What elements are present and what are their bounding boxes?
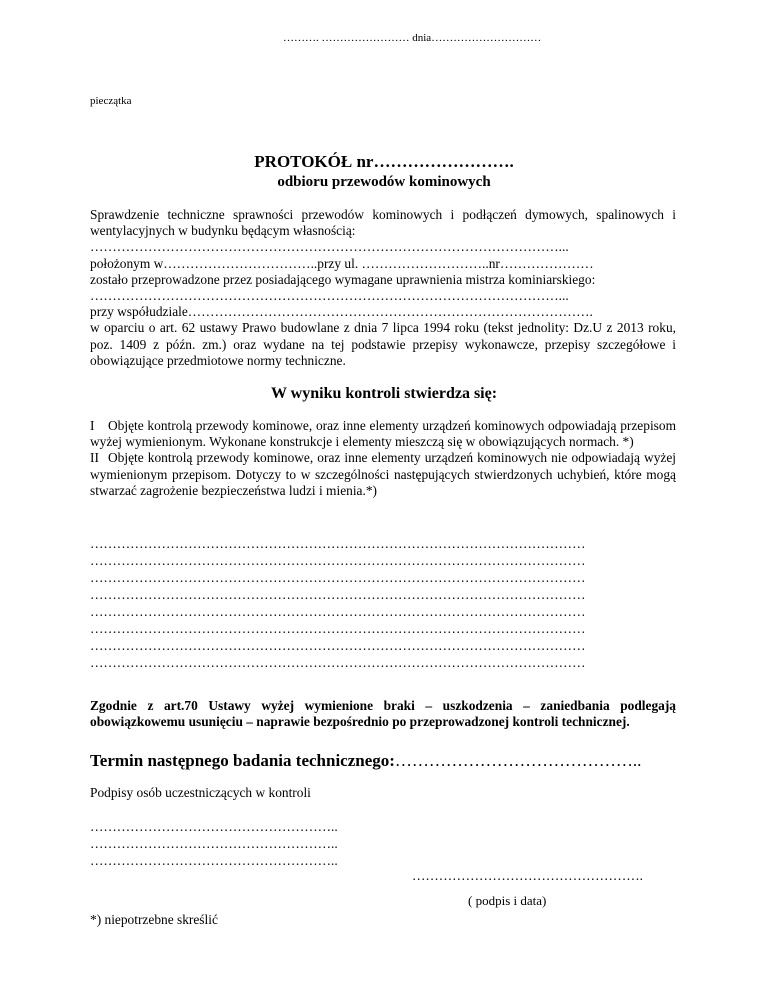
finding-item-2-number: II (90, 450, 99, 466)
signature-blank-line: ……………………………………………….. (90, 853, 338, 868)
legal-basis-text: w oparciu o art. 62 ustawy Prawo budowlane z dnia 7 lipca 1994 roku (tekst jednolity: Dz.U z 2013 roku, poz. 1409 z późn. zm.) oraz wydane na tej podstawie przepisy wykonawcze, przepisy szczegółowe i obowiązujące przedmiotowe normy techniczne. (90, 320, 676, 368)
location-line: położonym w……………………………..przy ul. ………………………..nr………………… (90, 255, 594, 271)
inspector-blank-line: ……………………………………………………………………………………………... (90, 288, 569, 304)
owner-blank-line: ……………………………………………………………………………………………... (90, 239, 569, 255)
document-title: PROTOKÓŁ nr……………………. (254, 152, 514, 171)
findings-section (90, 418, 676, 499)
finding-item-2-text: Objęte kontrolą przewody kominowe, oraz inne elementy urządzeń kominowych nie odpowiadają wyżej wymienionym przepisom. Dotyczy to w szczególności następujących stwierdzonych uchybień, które mogą stwarzać zagrożenie bezpieczeństwa ludzi i mienia.*) (90, 450, 676, 498)
signature-date-caption: ( podpis i data) (468, 893, 547, 908)
blank-line: ………………………………………………………………………………………………… (90, 587, 586, 602)
footnote: *) niepotrzebne skreślić (90, 912, 218, 927)
finding-item-1-text: Objęte kontrolą przewody kominowe, oraz inne elementy urządzeń kominowych odpowiadają przepisom wyżej wymienionym. Wykonane konstrukcje i elementy mieszczą się w obowiązujących normach. *) (90, 418, 676, 450)
blank-line: ………………………………………………………………………………………………… (90, 604, 586, 619)
signature-date-line: ……………………………………………. (412, 868, 643, 883)
coowner-line: przy współudziale………………………………………………………………………………. (90, 304, 593, 320)
next-inspection-dots: …………………………………….. (394, 751, 642, 770)
signature-blank-line: ……………………………………………….. (90, 819, 338, 834)
finding-item-2 (90, 450, 676, 499)
findings-heading: W wyniku kontroli stwierdza się: (270, 385, 498, 402)
blank-line: ………………………………………………………………………………………………… (90, 553, 586, 568)
stamp-label: pieczątka (90, 95, 132, 107)
legal-notice (90, 698, 676, 730)
next-inspection-line (90, 751, 641, 771)
finding-item-1-number: I (90, 418, 95, 433)
next-inspection-label: Termin następnego badania technicznego: (90, 751, 395, 770)
deficiencies-blank-lines (90, 535, 670, 671)
inspector-text: zostało przeprowadzone przez posiadającego wymagane uprawnienia mistrza kominiarskiego: (90, 271, 596, 287)
blank-line: ………………………………………………………………………………………………… (90, 570, 586, 585)
participant-signature-lines (90, 818, 338, 869)
blank-line: ………………………………………………………………………………………………… (90, 621, 586, 636)
signatures-title: Podpisy osób uczestniczących w kontroli (90, 785, 311, 800)
blank-line: ………………………………………………………………………………………………… (90, 638, 586, 653)
document-subtitle: odbioru przewodów kominowych (277, 174, 491, 190)
legal-notice-text: Zgodnie z art.70 Ustawy wyżej wymienione braki – uszkodzenia – zaniedbania podlegają obowiązkowemu usunięciu – naprawie bezpośrednio po przeprowadzonej kontroli technicznej. (90, 698, 676, 730)
finding-item-1 (90, 418, 676, 450)
signature-blank-line: ……………………………………………….. (90, 836, 338, 851)
intro-text: Sprawdzenie techniczne sprawności przewodów kominowych i podłączeń dymowych, spalinowych i wentylacyjnych w budynku będącym własnością: (90, 207, 676, 239)
place-date-line: ………. …………………… dnia………………………… (283, 32, 542, 44)
blank-line: ………………………………………………………………………………………………… (90, 536, 586, 551)
intro-section (90, 207, 676, 369)
blank-line: ………………………………………………………………………………………………… (90, 655, 586, 670)
